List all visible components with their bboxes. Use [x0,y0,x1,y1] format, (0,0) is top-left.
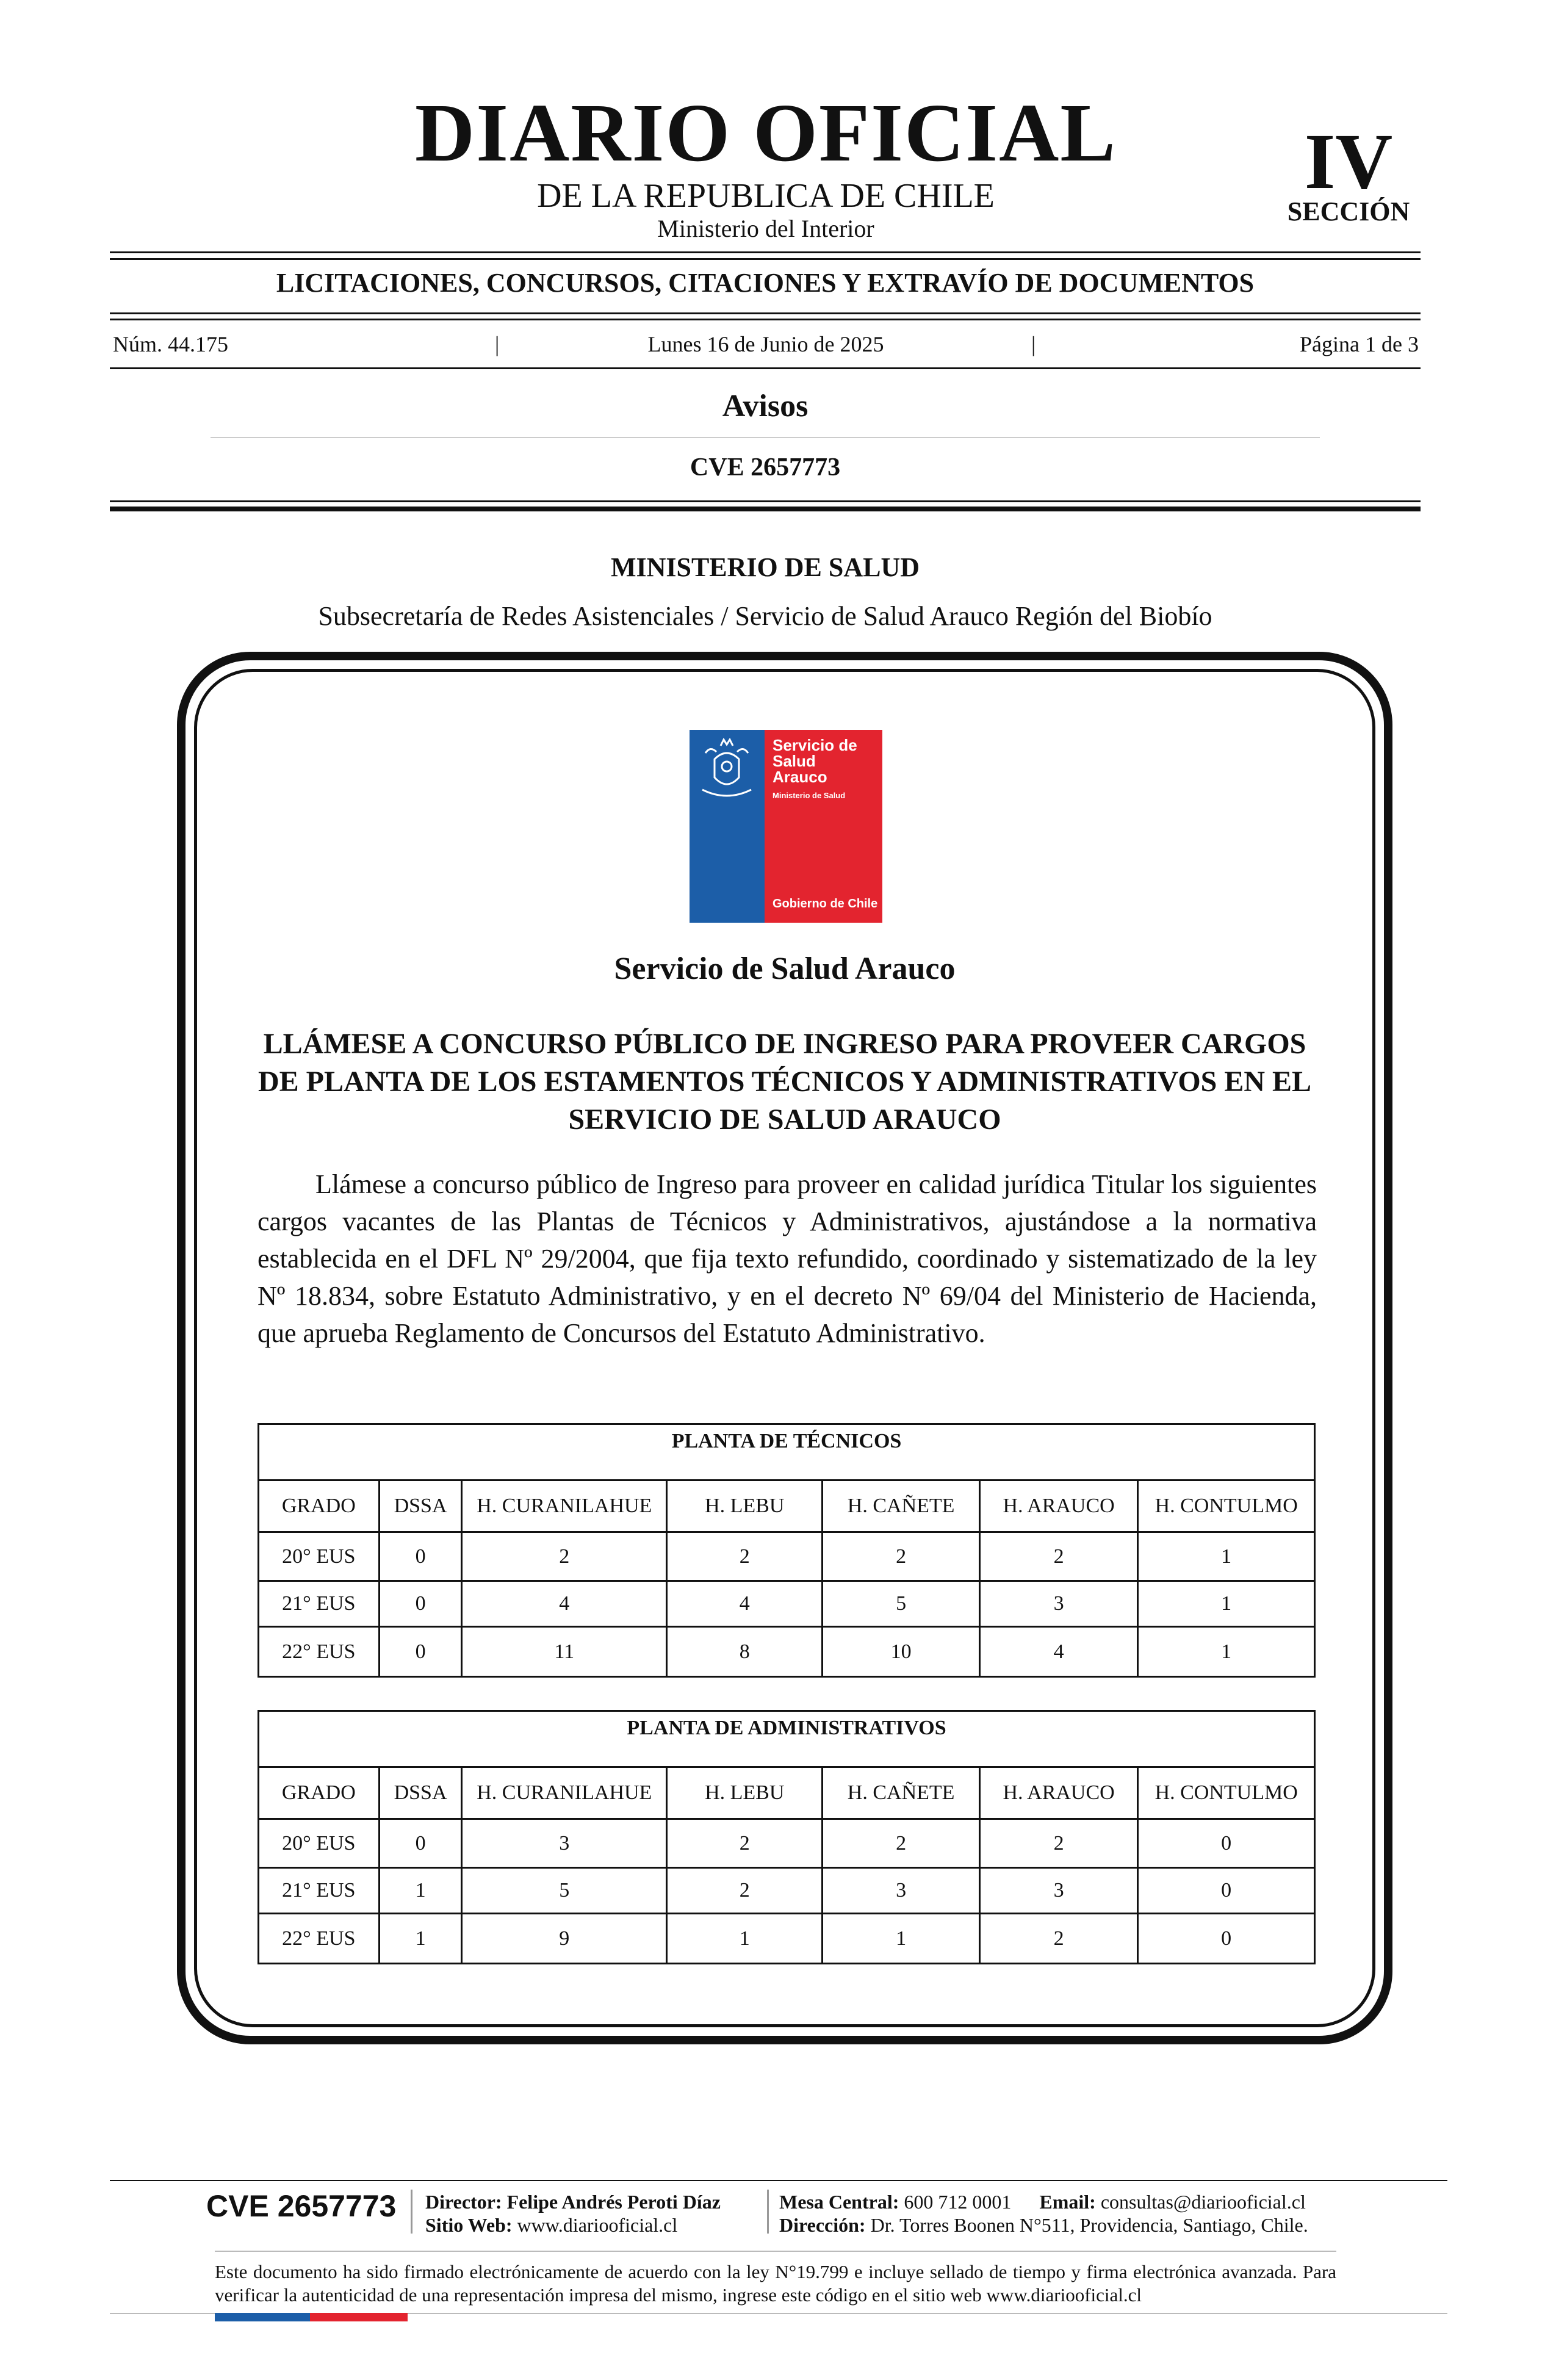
footer-director [425,2192,721,2212]
column-header: H. CURANILAHUE [462,1480,667,1532]
section-number: IV [1304,118,1393,206]
column-header: H. CAÑETE [823,1767,979,1819]
table-cell: 1 [379,1868,462,1914]
table-cell: 0 [1138,1914,1315,1964]
table-cell: 4 [462,1581,667,1627]
table-cell: 1 [823,1914,979,1964]
rule-cve-2 [110,507,1421,511]
rule-top-2 [110,258,1421,260]
table-planta-administrativos [258,1710,1316,1964]
table-cell: 2 [823,1819,979,1868]
cve-code: CVE 2657773 [690,453,841,481]
address-value: Dr. Torres Boonen N°511, Providencia, Santiago, Chile. [870,2214,1308,2236]
issue-number: Núm. 44.175 [113,332,228,356]
table-cell: 2 [823,1532,979,1581]
category-heading: LICITACIONES, CONCURSOS, CITACIONES Y EXTRAVÍO DE DOCUMENTOS [276,268,1255,298]
issue-separator: | [495,332,500,356]
table-cell: 20° EUS [259,1532,380,1581]
table-row [259,1627,1315,1677]
table-cell: 21° EUS [259,1581,380,1627]
table-cell: 1 [667,1914,823,1964]
mesa-phone: 600 712 0001 [904,2191,1012,2213]
email-link[interactable]: consultas@diariooficial.cl [1100,2191,1306,2213]
footer-rule-top [110,2180,1447,2181]
issue-page: Página 1 de 3 [1300,332,1419,356]
column-header: H. CAÑETE [823,1480,979,1532]
column-header: H. LEBU [667,1767,823,1819]
masthead-title: DIARIO OFICIAL [414,87,1117,179]
footer-rule-mid [215,2251,1336,2252]
website-label: Sitio Web: [425,2214,513,2236]
email-label: Email: [1039,2191,1096,2213]
column-header: DSSA [379,1767,462,1819]
column-header: H. LEBU [667,1480,823,1532]
rule-issue [110,367,1421,369]
notice-title: LLÁMESE A CONCURSO PÚBLICO DE INGRESO PARA PROVEER CARGOS DE PLANTA DE LOS ESTAMENTOS TÉCNICOS Y ADMINISTRATIVOS EN EL SERVICIO DE SALUD ARAUCO [258,1028,1312,1136]
table-cell: 2 [667,1868,823,1914]
section-divider [211,437,1320,438]
table-cell: 4 [667,1581,823,1627]
masthead-subtitle: DE LA REPUBLICA DE CHILE [537,177,995,215]
table-caption: PLANTA DE TÉCNICOS [259,1424,1315,1480]
table-cell: 3 [462,1819,667,1868]
table-row [259,1532,1315,1581]
flag-stripe-red [310,2313,408,2321]
address-label: Dirección: [779,2214,866,2236]
table-cell: 3 [979,1581,1138,1627]
table-cell: 2 [979,1532,1138,1581]
table-cell: 1 [1138,1581,1315,1627]
table-cell: 2 [667,1819,823,1868]
table-cell: 1 [1138,1532,1315,1581]
table-cell: 0 [379,1581,462,1627]
table-cell: 4 [979,1627,1138,1677]
website-link[interactable]: www.diariooficial.cl [517,2214,678,2236]
column-header: GRADO [259,1480,380,1532]
coat-of-arms-icon [693,735,760,802]
column-header: GRADO [259,1767,380,1819]
rule-category-1 [110,312,1421,314]
table-cell: 3 [823,1868,979,1914]
table-cell: 5 [823,1581,979,1627]
table-cell: 21° EUS [259,1868,380,1914]
rule-top-1 [110,251,1421,253]
table-cell: 1 [1138,1627,1315,1677]
table-cell: 22° EUS [259,1914,380,1964]
table-cell: 20° EUS [259,1819,380,1868]
footer-address [779,2215,1308,2235]
masthead-ministry: Ministerio del Interior [657,215,874,242]
logo-ministry: Ministerio de Salud [773,791,846,800]
table-cell: 8 [667,1627,823,1677]
table-cell: 2 [667,1532,823,1581]
footer-website [425,2215,677,2235]
logo-government: Gobierno de Chile [773,897,878,911]
table-row [259,1581,1315,1627]
table-cell: 3 [979,1868,1138,1914]
director-name: Felipe Andrés Peroti Díaz [506,2191,721,2213]
subsecretaria: Subsecretaría de Redes Asistenciales / Servicio de Salud Arauco Región del Biobío [318,601,1212,631]
table-caption: PLANTA DE ADMINISTRATIVOS [259,1711,1315,1767]
table-cell: 5 [462,1868,667,1914]
table-cell: 11 [462,1627,667,1677]
rule-cve-1 [110,500,1421,502]
notice-body: Llámese a concurso público de Ingreso para proveer en calidad jurídica Titular los siguientes cargos vacantes de las Plantas de Técnicos y Administrativos, ajustándose a la normativa establecida en el DFL Nº 29/2004, que fija texto refundido, coordinado y sistematizado de la ley Nº 18.834, sobre Estatuto Administrativo, y en el decreto Nº 69/04 del Ministerio de Hacienda, que aprueba Reglamento de Concursos del Estatuto Administrativo. [258,1169,1317,1348]
ministry-name: MINISTERIO DE SALUD [610,552,920,582]
flag-stripe-blue [215,2313,310,2321]
issue-separator: | [1031,332,1036,356]
footer-contact [779,2192,1306,2212]
table-cell: 0 [1138,1868,1315,1914]
logo-service-name: Servicio de Salud Arauco [773,736,857,786]
table-cell: 22° EUS [259,1627,380,1677]
table-planta-tecnicos [258,1423,1316,1678]
table-cell: 0 [379,1627,462,1677]
section-label: SECCIÓN [1287,197,1410,226]
table-cell: 2 [979,1914,1138,1964]
issue-date: Lunes 16 de Junio de 2025 [647,332,884,356]
column-header: H. CONTULMO [1138,1480,1315,1532]
column-header: H. CONTULMO [1138,1767,1315,1819]
column-header: H. ARAUCO [979,1480,1138,1532]
table-cell: 0 [379,1532,462,1581]
table-row [259,1819,1315,1868]
table-row [259,1868,1315,1914]
table-cell: 0 [379,1819,462,1868]
service-logo [690,730,882,923]
section-title: Avisos [722,389,809,424]
table-cell: 0 [1138,1819,1315,1868]
table-cell: 1 [379,1914,462,1964]
table-row [259,1914,1315,1964]
column-header: DSSA [379,1480,462,1532]
table-cell: 2 [462,1532,667,1581]
table-cell: 2 [979,1819,1138,1868]
column-header: H. ARAUCO [979,1767,1138,1819]
organization-name: Servicio de Salud Arauco [614,951,956,986]
table-cell: 9 [462,1914,667,1964]
mesa-label: Mesa Central: [779,2191,899,2213]
table-cell: 10 [823,1627,979,1677]
footer-cve-code: CVE 2657773 [206,2189,397,2223]
footer-separator [411,2190,412,2234]
column-header: H. CURANILAHUE [462,1767,667,1819]
director-label: Director: [425,2191,502,2213]
footer-legal-notice: Este documento ha sido firmado electrónicamente de acuerdo con la ley N°19.799 e incluye sellado de tiempo y firma electrónica avanzada. Para verificar la autenticidad de una representación impresa del mismo, ingrese este código en el sitio web www.diariooficial.cl [215,2261,1336,2306]
footer-separator [767,2190,769,2234]
rule-category-2 [110,319,1421,320]
